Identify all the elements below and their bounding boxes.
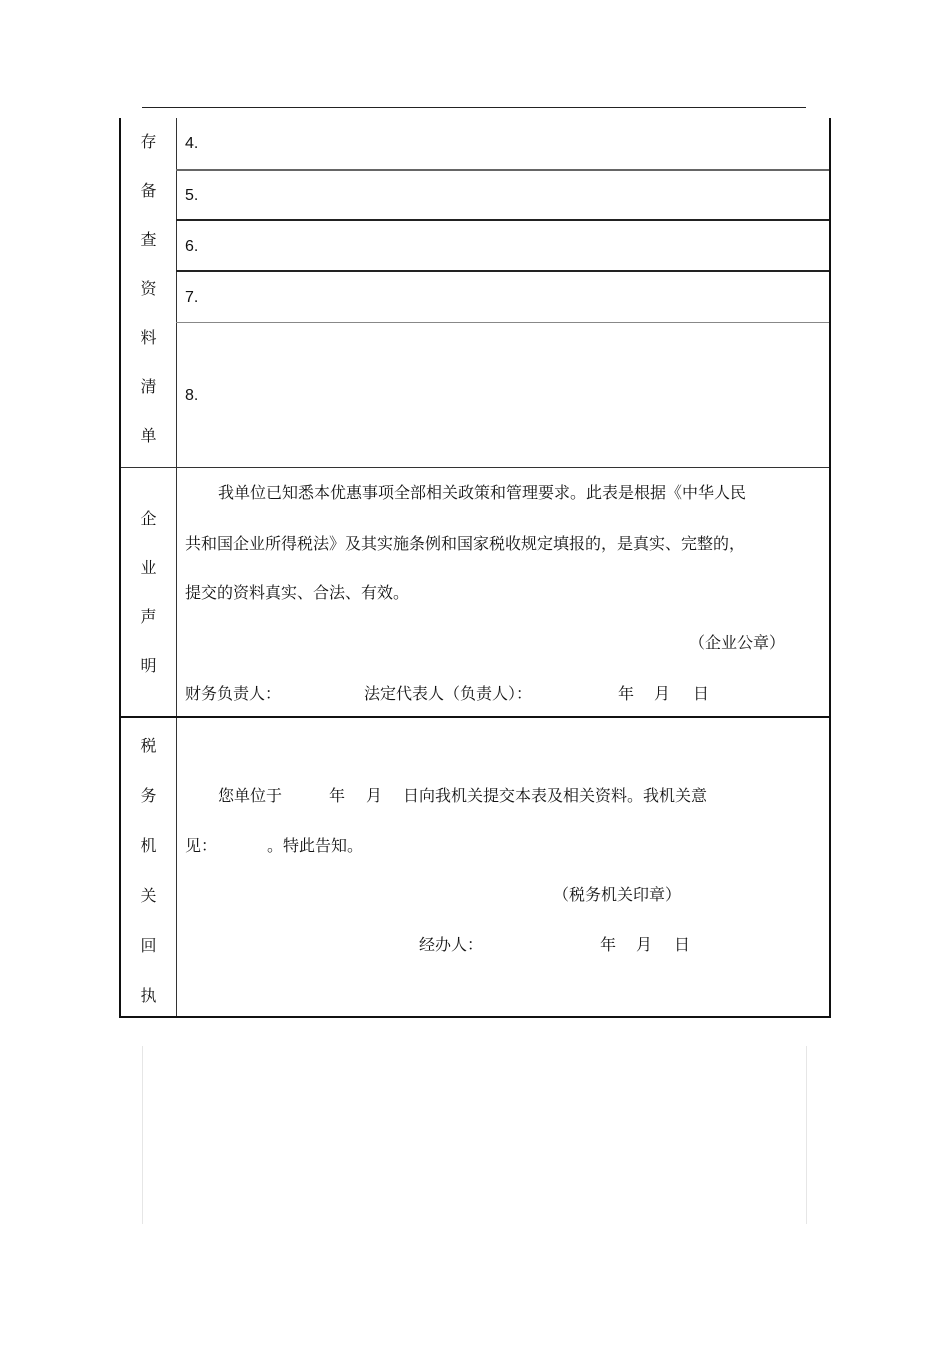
form-table — [119, 118, 831, 1018]
receipt-line-1-start: 您单位于 — [218, 786, 283, 805]
finance-head-label: 财务负责人： — [185, 684, 282, 703]
label-char: 声 — [140, 607, 157, 626]
row-separator — [176, 270, 829, 272]
list-item-6: 6. — [185, 238, 199, 255]
receipt-line-1-year: 年 — [329, 786, 346, 805]
row-separator — [176, 322, 829, 323]
label-char: 存 — [140, 132, 157, 151]
page-margin-line-right — [806, 1046, 807, 1224]
declaration-date-year: 年 — [618, 684, 635, 703]
label-char: 备 — [140, 181, 157, 200]
receipt-label — [121, 738, 176, 1004]
list-item-5: 5. — [185, 187, 199, 204]
label-char: 清 — [140, 377, 157, 396]
receipt-date-day: 日 — [674, 935, 691, 954]
section-separator — [121, 467, 829, 468]
list-section-label — [121, 134, 176, 444]
declaration-line-2: 共和国企业所得税法》及其实施条例和国家税收规定填报的，是真实、完整的， — [185, 534, 746, 553]
receipt-line-2-end: 。特此告知。 — [267, 836, 364, 855]
label-char: 明 — [140, 656, 157, 675]
list-item-8: 8. — [185, 387, 199, 404]
label-char: 回 — [140, 936, 157, 955]
page-top-rule — [142, 107, 806, 108]
label-char: 执 — [140, 986, 157, 1005]
receipt-date-month: 月 — [636, 935, 653, 954]
receipt-line-2-start: 见： — [185, 836, 218, 855]
list-item-4: 4. — [185, 135, 199, 152]
column-divider — [176, 118, 177, 1016]
label-char: 务 — [140, 786, 157, 805]
receipt-date-year: 年 — [600, 935, 617, 954]
label-char: 查 — [140, 230, 157, 249]
row-separator — [176, 169, 829, 171]
row-separator — [176, 219, 829, 221]
label-char: 关 — [140, 886, 157, 905]
label-char: 业 — [140, 558, 157, 577]
declaration-line-1: 我单位已知悉本优惠事项全部相关政策和管理要求。此表是根据《中华人民 — [218, 483, 747, 502]
declaration-date-month: 月 — [654, 684, 671, 703]
label-char: 单 — [140, 426, 157, 445]
legal-rep-label: 法定代表人（负责人）： — [364, 684, 533, 703]
tax-office-seal-note: （税务机关印章） — [553, 885, 682, 904]
label-char: 税 — [140, 736, 157, 755]
list-item-7: 7. — [185, 289, 199, 306]
receipt-line-1-end: 日向我机关提交本表及相关资料。我机关意 — [403, 786, 708, 805]
declaration-date-day: 日 — [693, 684, 710, 703]
receipt-line-1-month: 月 — [366, 786, 383, 805]
label-char: 机 — [140, 836, 157, 855]
declaration-line-3: 提交的资料真实、合法、有效。 — [185, 583, 410, 602]
declaration-label — [121, 511, 176, 674]
section-separator — [121, 716, 829, 718]
company-seal-note: （企业公章） — [689, 633, 786, 652]
label-char: 资 — [140, 279, 157, 298]
page-margin-line-left — [142, 1046, 143, 1224]
label-char: 料 — [140, 328, 157, 347]
label-char: 企 — [140, 509, 157, 528]
handler-label: 经办人： — [419, 935, 484, 954]
